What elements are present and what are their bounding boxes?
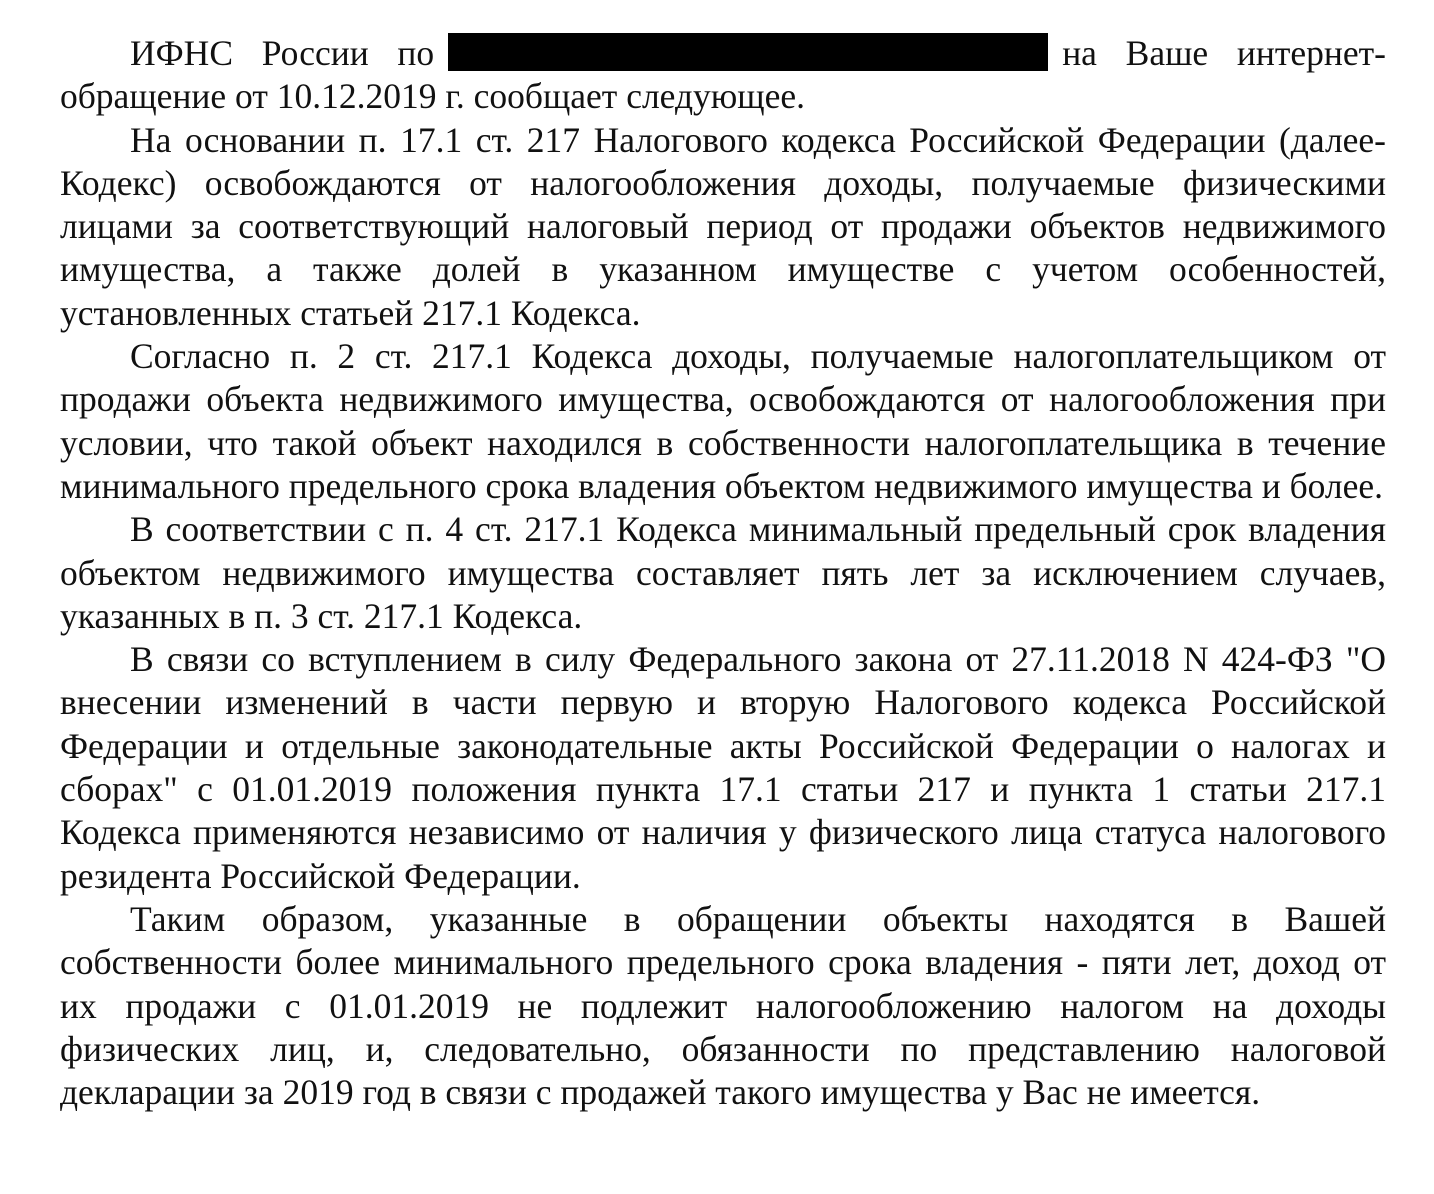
paragraph-1: На основании п. 17.1 ст. 217 Налогового кодекса Российской Федерации (далее-Кодекс) освобождаются от налогообложения доходы, получаемые физическими лицами за соответствующий налоговый период от продажи объектов недвижимого имущества, а также долей в указанном имуществе с учетом особенностей, установленных статьей 217.1 Кодекса.: [60, 119, 1386, 333]
paragraph-3: В соответствии с п. 4 ст. 217.1 Кодекса минимальный предельный срок владения объектом недвижимого имущества составляет пять лет за исключением случаев, указанных в п. 3 ст. 217.1 Кодекса.: [60, 509, 1386, 636]
redacted-region-block: [448, 33, 1048, 71]
intro-authority: ИФНС России по: [130, 33, 435, 73]
paragraph-2: Согласно п. 2 ст. 217.1 Кодекса доходы, получаемые налогоплательщиком от продажи объекта недвижимого имущества, освобождаются от налогообложения при условии, что такой объект находился в собственности налогоплательщика в течение минимального предельного срока владения объектом недвижимого имущества и более.: [60, 336, 1386, 506]
paragraph-4: В связи со вступлением в силу Федерального закона от 27.11.2018 N 424-ФЗ "О внесении изменений в части первую и вторую Налогового кодекса Российской Федерации и отдельные законодательные акты Российской Федерации о налогах и сборах" с 01.01.2019 положения пункта 17.1 статьи 217 и пункта 1 статьи 217.1 Кодекса применяются независимо от наличия у физического лица статуса налогового резидента Российской Федерации.: [60, 639, 1386, 896]
paragraph-intro: [60, 32, 1386, 119]
intro-text: на Ваше интернет-обращение от 10.12.2019 г. сообщает следующее.: [60, 33, 1387, 117]
paragraph-5: Таким образом, указанные в обращении объекты находятся в Вашей собственности более минимального предельного срока владения - пяти лет, доход от их продажи с 01.01.2019 не подлежит налогообложению налогом на доходы физических лиц, и, следовательно, обязанности по представлению налоговой декларации за 2019 год в связи с продажей такого имущества у Вас не имеется.: [60, 898, 1386, 1113]
letter-body: [60, 32, 1386, 1114]
